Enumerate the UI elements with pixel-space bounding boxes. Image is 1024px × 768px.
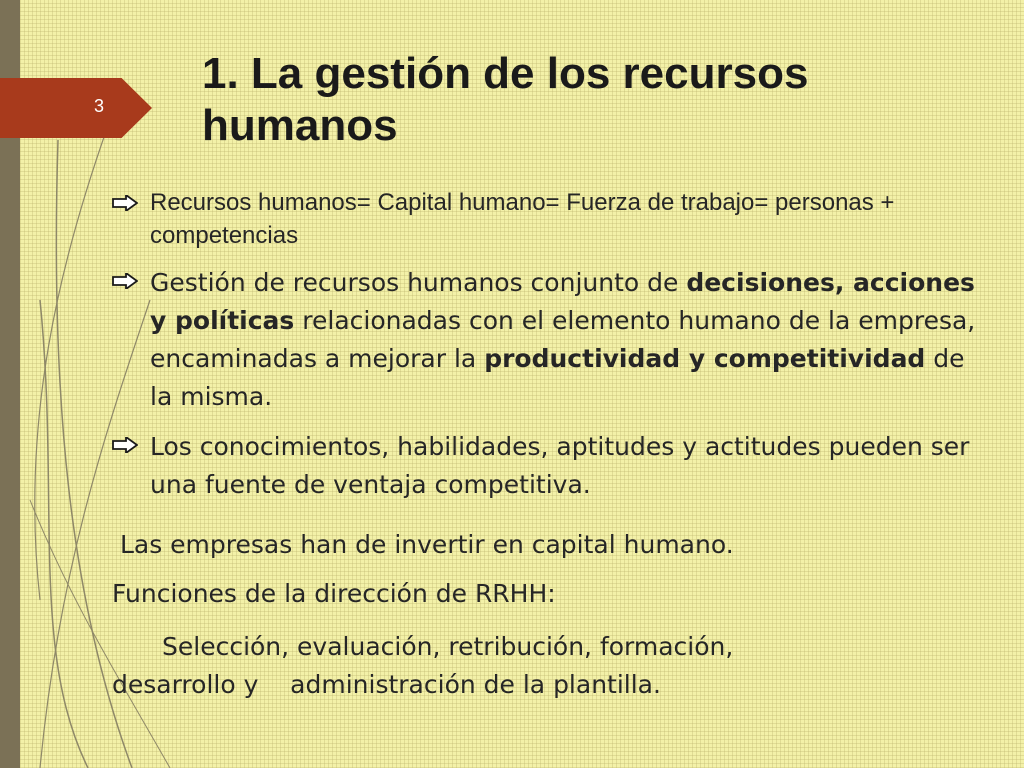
bullet-text: de la misma. <box>150 344 965 411</box>
bullet-item <box>112 428 992 504</box>
bullet-list <box>112 186 992 516</box>
bullet-text: relacionadas con el elemento humano de la empresa, encaminadas a mejorar la <box>150 306 976 373</box>
slide-title: 1. La gestión de los recursos humanos <box>202 49 809 150</box>
bullet-item <box>112 264 992 416</box>
slide-number-tab <box>0 78 152 138</box>
text-line-functions-end: desarrollo y administración de la plantilla. <box>112 670 661 699</box>
text-line-functions-heading: Funciones de la dirección de RRHH: <box>112 579 556 608</box>
bold-text: productividad y competitividad <box>484 344 926 373</box>
arrow-right-icon <box>112 437 138 453</box>
bold-text: decisiones, acciones y políticas <box>150 268 975 335</box>
text-line-capital: Las empresas han de invertir en capital humano. <box>112 530 734 559</box>
bullet-text: Los conocimientos, habilidades, aptitudes y actitudes pueden ser una fuente de ventaja competitiva. <box>150 432 970 499</box>
bullet-item <box>112 186 992 252</box>
arrow-right-icon <box>112 195 138 211</box>
text-line-functions-list: Selección, evaluación, retribución, formación, <box>162 632 734 661</box>
bullet-text: Recursos humanos= Capital humano= Fuerza de trabajo= personas + competencias <box>150 189 895 249</box>
bullet-text: Gestión de recursos humanos conjunto de <box>150 268 687 297</box>
arrow-right-icon <box>112 273 138 289</box>
slide-number: 3 <box>94 96 105 116</box>
